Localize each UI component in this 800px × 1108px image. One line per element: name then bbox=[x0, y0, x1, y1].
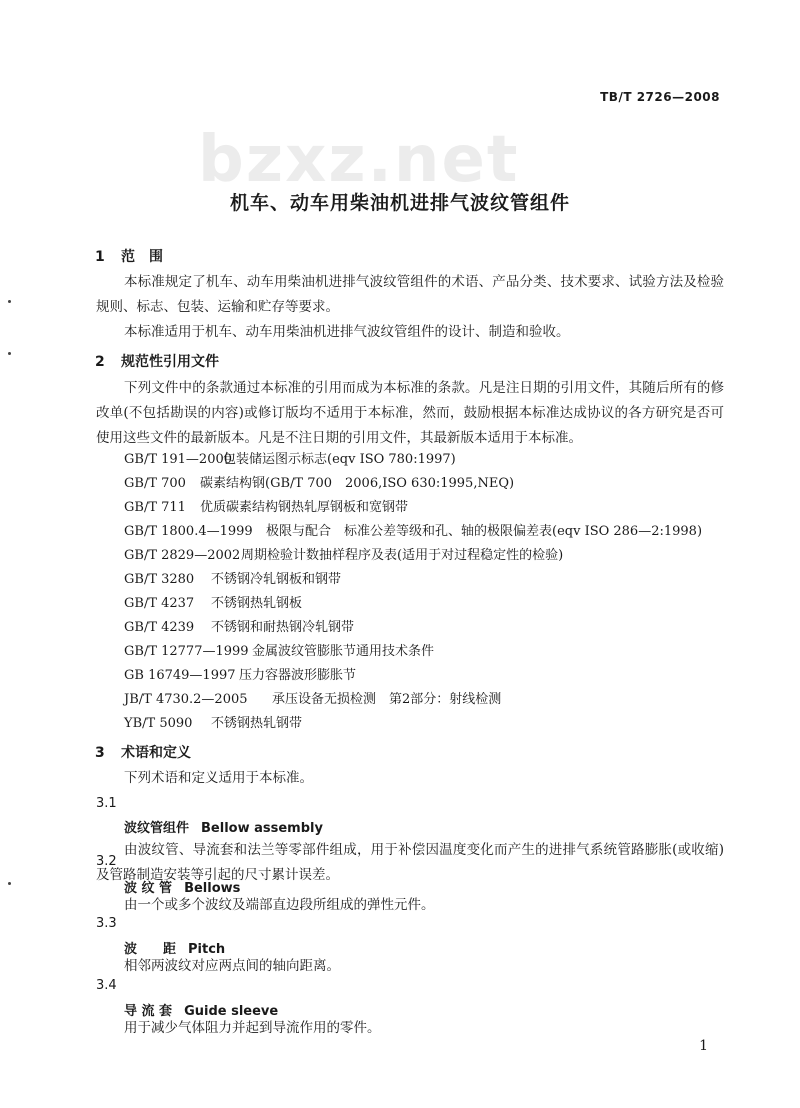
term-english: Guide sleeve bbox=[184, 1004, 279, 1019]
reference-title: 承压设备无损检测 第2部分：射线检测 bbox=[272, 692, 502, 707]
term-definition: 由波纹管、导流套和法兰等零部件组成，用于补偿因温度变化而产生的进排气系统管路膨胀(或收缩)及管路制造安装等引起的尺寸累计误差。 bbox=[96, 842, 724, 883]
reference-item bbox=[124, 520, 702, 539]
term-definition: 用于减少气体阻力并起到导流作用的零件。 bbox=[124, 1020, 381, 1036]
reference-title: 不锈钢热轧钢板 bbox=[211, 596, 303, 611]
section-number: 1 bbox=[95, 249, 105, 265]
section-3-heading bbox=[95, 742, 191, 762]
reference-code: YB/T 5090 bbox=[124, 716, 193, 731]
paragraph: 下列术语和定义适用于本标准。 bbox=[124, 770, 313, 786]
section-number: 2 bbox=[95, 354, 105, 370]
section-title: 范 围 bbox=[121, 249, 163, 265]
reference-code: GB/T 700 bbox=[124, 476, 186, 491]
reference-item bbox=[124, 712, 302, 731]
subsection-number: 3.3 bbox=[96, 916, 117, 931]
reference-code: GB/T 12777—1999 bbox=[124, 644, 249, 659]
paragraph: 本标准适用于机车、动车用柴油机进排气波纹管组件的设计、制造和验收。 bbox=[124, 324, 570, 340]
section-2-heading bbox=[95, 351, 219, 371]
term-chinese: 波 距 bbox=[124, 942, 177, 957]
term-chinese: 波 纹 管 bbox=[124, 881, 173, 896]
reference-item bbox=[124, 568, 341, 587]
reference-code: GB/T 4237 bbox=[124, 596, 195, 611]
term-chinese: 导 流 套 bbox=[124, 1004, 173, 1019]
subsection-number: 3.4 bbox=[96, 978, 117, 993]
scan-speck bbox=[8, 882, 11, 885]
document-number: TB/T 2726—2008 bbox=[600, 90, 720, 104]
paragraph: 本标准规定了机车、动车用柴油机进排气波纹管组件的术语、产品分类、技术要求、试验方法及检验规则、标志、包装、运输和贮存等要求。 bbox=[96, 274, 724, 315]
reference-item bbox=[124, 688, 501, 707]
reference-title: 周期检验计数抽样程序及表(适用于对过程稳定性的检验) bbox=[241, 548, 564, 563]
section-title: 规范性引用文件 bbox=[121, 354, 219, 370]
term-heading bbox=[124, 817, 323, 836]
reference-title: 不锈钢冷轧钢板和钢带 bbox=[211, 572, 342, 587]
reference-title: 不锈钢热轧钢带 bbox=[211, 716, 303, 731]
reference-item bbox=[124, 592, 302, 611]
reference-item bbox=[124, 496, 408, 515]
reference-item bbox=[124, 616, 354, 635]
reference-code: GB/T 3280 bbox=[124, 572, 195, 587]
reference-item bbox=[124, 448, 456, 467]
term-english: Bellows bbox=[184, 881, 241, 896]
section-1-heading bbox=[95, 246, 163, 266]
paragraph: 下列文件中的条款通过本标准的引用而成为本标准的条款。凡是注日期的引用文件，其随后所有的修改单(不包括勘误的内容)或修订版均不适用于本标准，然而，鼓励根据本标准达成协议的各方研究是否可使用这些文件的最新版本。凡是不注日期的引用文件，其最新版本适用于本标准。 bbox=[96, 380, 724, 446]
subsection-number: 3.1 bbox=[96, 796, 117, 811]
reference-code: GB/T 191—2000 bbox=[124, 452, 233, 467]
reference-title: 包装储运图示标志(eqv ISO 780:1997) bbox=[223, 452, 456, 467]
reference-title: 优质碳素结构钢热轧厚钢板和宽钢带 bbox=[200, 500, 409, 515]
reference-title: 极限与配合 标准公差等级和孔、轴的极限偏差表(eqv ISO 286—2:1998) bbox=[266, 524, 703, 539]
section-title: 术语和定义 bbox=[121, 745, 191, 761]
term-chinese: 波纹管组件 bbox=[124, 821, 190, 836]
reference-title: 压力容器波形膨胀节 bbox=[239, 668, 357, 683]
reference-item bbox=[124, 472, 514, 491]
subsection-number: 3.2 bbox=[96, 854, 117, 869]
page-title: 机车、动车用柴油机进排气波纹管组件 bbox=[229, 192, 570, 214]
reference-title: 不锈钢和耐热钢冷轧钢带 bbox=[211, 620, 355, 635]
term-definition: 相邻两波纹对应两点间的轴向距离。 bbox=[124, 958, 340, 974]
reference-code: GB 16749—1997 bbox=[124, 668, 236, 683]
reference-code: JB/T 4730.2—2005 bbox=[124, 692, 248, 707]
reference-item bbox=[124, 640, 434, 659]
scan-speck bbox=[8, 300, 11, 303]
reference-code: GB/T 2829—2002 bbox=[124, 548, 241, 563]
page-number: 1 bbox=[699, 1038, 708, 1054]
reference-title: 金属波纹管膨胀节通用技术条件 bbox=[252, 644, 435, 659]
reference-code: GB/T 4239 bbox=[124, 620, 195, 635]
reference-item bbox=[124, 544, 563, 563]
term-english: Pitch bbox=[188, 942, 226, 957]
scan-speck bbox=[8, 352, 11, 355]
reference-title: 碳素结构钢(GB/T 700 2006,ISO 630:1995,NEQ) bbox=[200, 476, 515, 491]
section-number: 3 bbox=[95, 745, 105, 761]
term-definition: 由一个或多个波纹及端部直边段所组成的弹性元件。 bbox=[124, 897, 435, 913]
reference-item bbox=[124, 664, 356, 683]
term-english: Bellow assembly bbox=[201, 821, 323, 836]
reference-code: GB/T 1800.4—1999 bbox=[124, 524, 253, 539]
watermark: bzxz.net bbox=[198, 123, 520, 197]
reference-code: GB/T 711 bbox=[124, 500, 186, 515]
